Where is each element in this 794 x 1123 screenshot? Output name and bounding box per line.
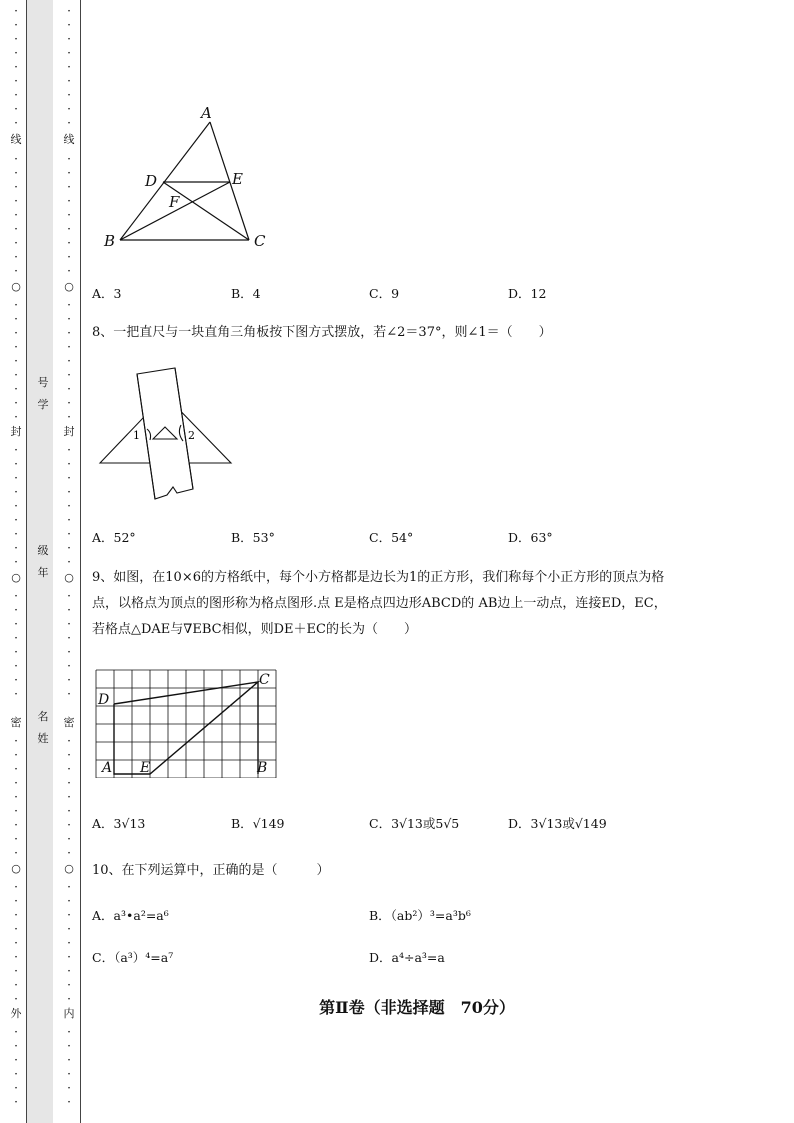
left-dot-column: · · · · · · · · · (14, 443, 18, 569)
angle-label-2: 2 (188, 429, 195, 442)
right-label-mi: 密 (63, 716, 75, 729)
q9-line-1: 9、如图，在10×6的方格纸中，每个小方格都是边长为1的正方形，我们称每个小正方形的顶点为格 (92, 570, 665, 585)
grid-label-e: E (140, 760, 151, 776)
left-dot-column: · · · · · · · · · (14, 298, 18, 424)
grid-label-d: D (98, 692, 110, 708)
left-label-wai: 外 (10, 1007, 22, 1020)
grid-figure (94, 668, 278, 778)
label-f: F (169, 193, 180, 211)
right-label-circle: ○ (64, 280, 74, 293)
student-number-label: 号 学 (37, 376, 49, 411)
q10-option-d: D．a⁴÷a³=a (369, 950, 445, 965)
q8-option-d: D．63° (508, 530, 553, 545)
q9-option-c: C．3√13或5√5 (369, 816, 460, 831)
left-dot-column: · · · · · · · · (14, 589, 18, 701)
label-e: E (232, 170, 243, 188)
right-dot-column: · · · · · · · · (67, 589, 71, 701)
q10-option-a: A．a³•a²=a⁶ (92, 908, 169, 923)
q7-option-a: A．3 (92, 286, 122, 301)
q9-line-2: 点，以格点为顶点的图形称为格点图形.点 E是格点四边形ABCD的 AB边上一动点，连接ED，EC， (92, 596, 667, 611)
q9-option-b: B．√149 (231, 816, 285, 831)
q9-line-3: 若格点△DAE与∇EBC相似，则DE＋EC的长为（ ） (92, 622, 417, 637)
q9-option-d: D．3√13或√149 (508, 816, 607, 831)
q10-text: 10、在下列运算中，正确的是（ ） (92, 863, 330, 878)
ruler-triangle-figure (95, 365, 240, 505)
right-label-feng: 封 (63, 425, 75, 438)
q8-option-a: A．52° (92, 530, 136, 545)
right-dot-column: · · · · · · · · · (67, 4, 71, 130)
left-label-circle: ○ (11, 862, 21, 875)
grid-label-a: A (102, 760, 113, 776)
left-label-mi: 密 (10, 716, 22, 729)
right-dot-column: · · · · · · · · · (67, 152, 71, 278)
q9-option-a: A．3√13 (92, 816, 146, 831)
right-dot-column: · · · · · · (67, 1025, 71, 1109)
grid-label-b: B (257, 760, 268, 776)
right-label-circle: ○ (64, 862, 74, 875)
right-dot-column: · · · · · · · · · (67, 443, 71, 569)
name-label: 名 姓 (37, 710, 49, 745)
angle-label-1: 1 (133, 429, 140, 442)
left-dot-column: · · · · · · (14, 1025, 18, 1109)
left-label-circle: ○ (11, 280, 21, 293)
right-label-circle: ○ (64, 571, 74, 584)
left-label-xian: 线 (10, 133, 22, 146)
right-dot-column: · · · · · · · · · (67, 298, 71, 424)
q10-option-b: B．（ab²）³=a³b⁶ (369, 908, 471, 923)
q7-option-b: B．4 (231, 286, 261, 301)
grade-label: 级 年 (37, 544, 49, 579)
left-dot-column: · · · · · · · · · (14, 734, 18, 860)
left-label-circle: ○ (11, 571, 21, 584)
label-d: D (145, 172, 158, 190)
right-dot-column: · · · · · · · · · (67, 880, 71, 1006)
right-label-xian: 线 (63, 133, 75, 146)
grid-label-c: C (259, 672, 270, 688)
left-label-feng: 封 (10, 425, 22, 438)
q8-option-b: B．53° (231, 530, 275, 545)
right-label-nei: 内 (63, 1007, 75, 1020)
q10-option-c: C．（a³）⁴=a⁷ (92, 950, 174, 965)
section-title: 第Ⅱ卷（非选择题 70分） (319, 998, 515, 1017)
left-dot-column: · · · · · · · · · (14, 880, 18, 1006)
label-a: A (201, 104, 212, 122)
q7-option-d: D．12 (508, 286, 547, 301)
right-dot-column: · · · · · · · · · (67, 734, 71, 860)
left-dot-column: · · · · · · · · · (14, 4, 18, 130)
label-c: C (254, 232, 266, 250)
triangle-figure (95, 100, 285, 260)
left-dot-column: · · · · · · · · · (14, 152, 18, 278)
q8-option-c: C．54° (369, 530, 414, 545)
label-b: B (104, 232, 116, 250)
q7-option-c: C．9 (369, 286, 400, 301)
q8-text: 8、一把直尺与一块直角三角板按下图方式摆放，若∠2＝37°，则∠1＝（ ） (92, 325, 552, 340)
